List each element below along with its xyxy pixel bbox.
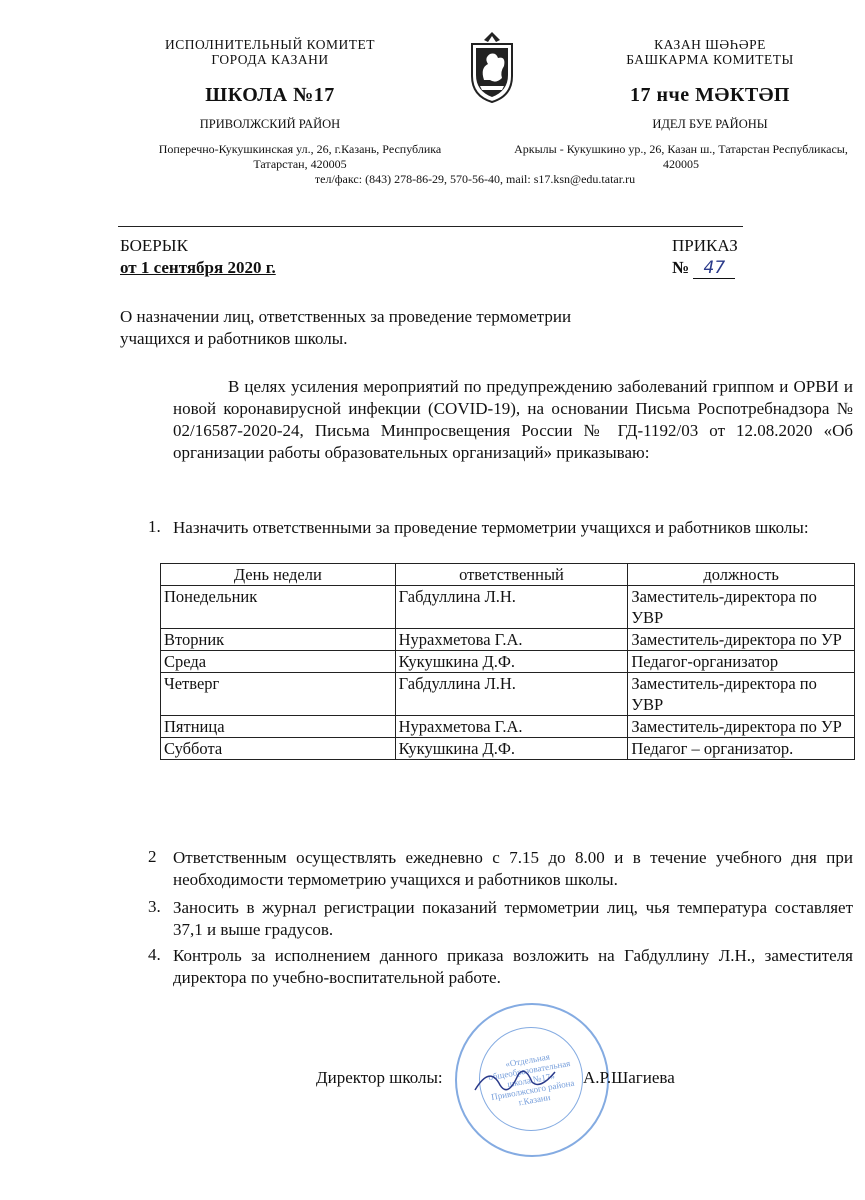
item-2-text: Ответственным осуществлять ежедневно с 7.15 до 8.00 и в течение учебного дня при необходимости термометрию учащихся и работников школы.	[173, 848, 853, 889]
signature-name: А.Р.Шагиева	[583, 1068, 675, 1087]
order-subject	[120, 306, 720, 350]
left-org-line2: ГОРОДА КАЗАНИ	[211, 52, 329, 67]
table-header-responsible: ответственный	[395, 564, 628, 586]
table-header-row	[161, 564, 855, 586]
order-date: от 1 сентября 2020 г.	[120, 258, 276, 277]
table-cell-position: Заместитель-директора по УР	[628, 716, 855, 738]
table-cell-responsible: Габдуллина Л.Н.	[395, 586, 628, 629]
table-cell-responsible: Нурахметова Г.А.	[395, 716, 628, 738]
table-cell-day: Пятница	[161, 716, 396, 738]
left-org-line1: ИСПОЛНИТЕЛЬНЫЙ КОМИТЕТ	[164, 37, 375, 52]
left-address	[120, 142, 480, 172]
right-school-name: 17 нче МӘКТӘП	[629, 84, 790, 106]
left-org-block	[120, 37, 420, 67]
stamp-text: «Отдельная общеобразовательная школа №17» Приволжского района г.Казани	[487, 1051, 576, 1108]
item-1-number: 1.	[148, 517, 161, 536]
item-1-text: Назначить ответственными за проведение термометрии учащихся и работников школы:	[173, 518, 809, 537]
header-divider	[118, 226, 743, 227]
table-row	[161, 738, 855, 760]
table-cell-day: Понедельник	[161, 586, 396, 629]
left-address-line2: Татарстан, 420005	[253, 157, 347, 171]
duty-table	[160, 563, 855, 760]
kazan-coat-of-arms-icon	[462, 30, 522, 105]
table-header-position: должность	[628, 564, 855, 586]
order-number-value: 47	[693, 258, 735, 279]
table-cell-day: Вторник	[161, 629, 396, 651]
right-address	[500, 142, 862, 172]
right-address-line1: Аркылы - Кукушкино ур., 26, Казан ш., Татарстан Республикасы,	[514, 142, 848, 156]
table-header-day: День недели	[161, 564, 396, 586]
table-row	[161, 716, 855, 738]
table-cell-responsible: Кукушкина Д.Ф.	[395, 738, 628, 760]
item-2-number: 2	[148, 847, 157, 866]
contacts: тел/факс: (843) 278-86-29, 570-56-40, mail: s17.ksn@edu.tatar.ru	[314, 172, 636, 186]
right-org-line1: КАЗАН ШӘҺӘРЕ	[654, 37, 766, 52]
item-3-number: 3.	[148, 897, 161, 916]
right-org-line2: БАШКАРМА КОМИТЕТЫ	[626, 52, 794, 67]
left-district: ПРИВОЛЖСКИЙ РАЙОН	[199, 117, 341, 131]
table-cell-day: Суббота	[161, 738, 396, 760]
table-cell-position: Заместитель-директора по УВР	[628, 673, 855, 716]
table-row	[161, 629, 855, 651]
item-4-text: Контроль за исполнением данного приказа возложить на Габдуллину Л.Н., заместителя директора по учебно-воспитательной работе.	[173, 946, 853, 987]
signature-title: Директор школы:	[316, 1068, 443, 1087]
table-row	[161, 651, 855, 673]
item-3-text: Заносить в журнал регистрации показаний термометрии лиц, чья температура составляет 37,1 и выше градусов.	[173, 898, 853, 939]
table-cell-position: Педагог – организатор.	[628, 738, 855, 760]
left-address-line1: Поперечно-Кукушкинская ул., 26, г.Казань, Республика	[158, 142, 442, 156]
table-cell-responsible: Габдуллина Л.Н.	[395, 673, 628, 716]
table-cell-position: Заместитель-директора по УР	[628, 629, 855, 651]
boeryk-label: БОЕРЫК	[120, 236, 188, 255]
right-district: ИДЕЛ БУЕ РАЙОНЫ	[652, 117, 768, 131]
order-number	[672, 258, 735, 279]
signature-scribble-icon	[470, 1060, 560, 1105]
right-address-line2: 420005	[663, 157, 699, 171]
item-4-number: 4.	[148, 945, 161, 964]
subject-line2: учащихся и работников школы.	[120, 329, 348, 348]
table-row	[161, 586, 855, 629]
prikaz-label: ПРИКАЗ	[672, 236, 738, 255]
table-cell-responsible: Кукушкина Д.Ф.	[395, 651, 628, 673]
preamble: В целях усиления мероприятий по предупреждению заболеваний гриппом и ОРВИ и новой коронавирусной инфекции (COVID-19), на основании Письма Роспотребнадзора № 02/16587-2020-24, Письма Минпросвещения России № ГД-1192/03 от 12.08.2020 «Об организации работы образовательных организаций» приказываю:	[173, 377, 853, 462]
table-cell-position: Педагог-организатор	[628, 651, 855, 673]
left-school-name: ШКОЛА №17	[205, 84, 335, 106]
table-cell-day: Четверг	[161, 673, 396, 716]
subject-line1: О назначении лиц, ответственных за проведение термометрии	[120, 307, 572, 326]
table-cell-responsible: Нурахметова Г.А.	[395, 629, 628, 651]
table-cell-position: Заместитель-директора по УВР	[628, 586, 855, 629]
order-number-label: №	[672, 258, 690, 277]
table-row	[161, 673, 855, 716]
table-cell-day: Среда	[161, 651, 396, 673]
right-org-block	[560, 37, 860, 67]
